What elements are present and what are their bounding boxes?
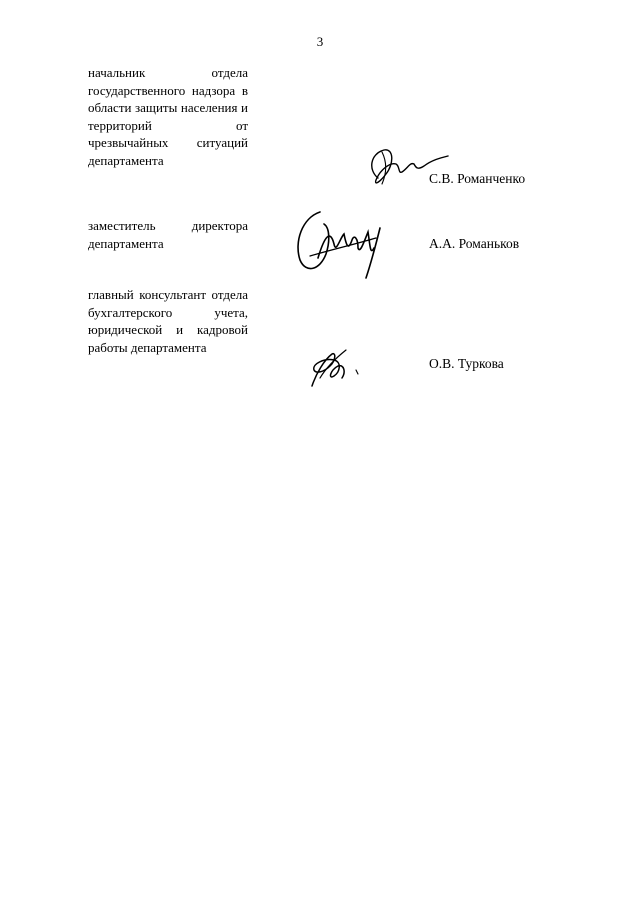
signatory-position-1: начальник отдела государственного надзора в области защиты населения и территорий от чрезвычайных ситуаций департамента <box>88 65 248 168</box>
page-number: 3 <box>316 34 324 49</box>
signatory-name-2: А.А. Романьков <box>429 236 520 251</box>
signature-romanchenko <box>360 140 450 196</box>
signatory-position-3: главный консультант отдела бухгалтерского учета, юридической и кадровой работы департамента <box>88 287 248 355</box>
signature-turkova <box>306 344 362 390</box>
signatory-position-2: заместитель директора департамента <box>88 218 248 251</box>
signatory-name-1: С.В. Романченко <box>429 171 526 186</box>
signatory-name-3: О.В. Туркова <box>429 356 504 371</box>
signature-romankov <box>290 198 390 282</box>
